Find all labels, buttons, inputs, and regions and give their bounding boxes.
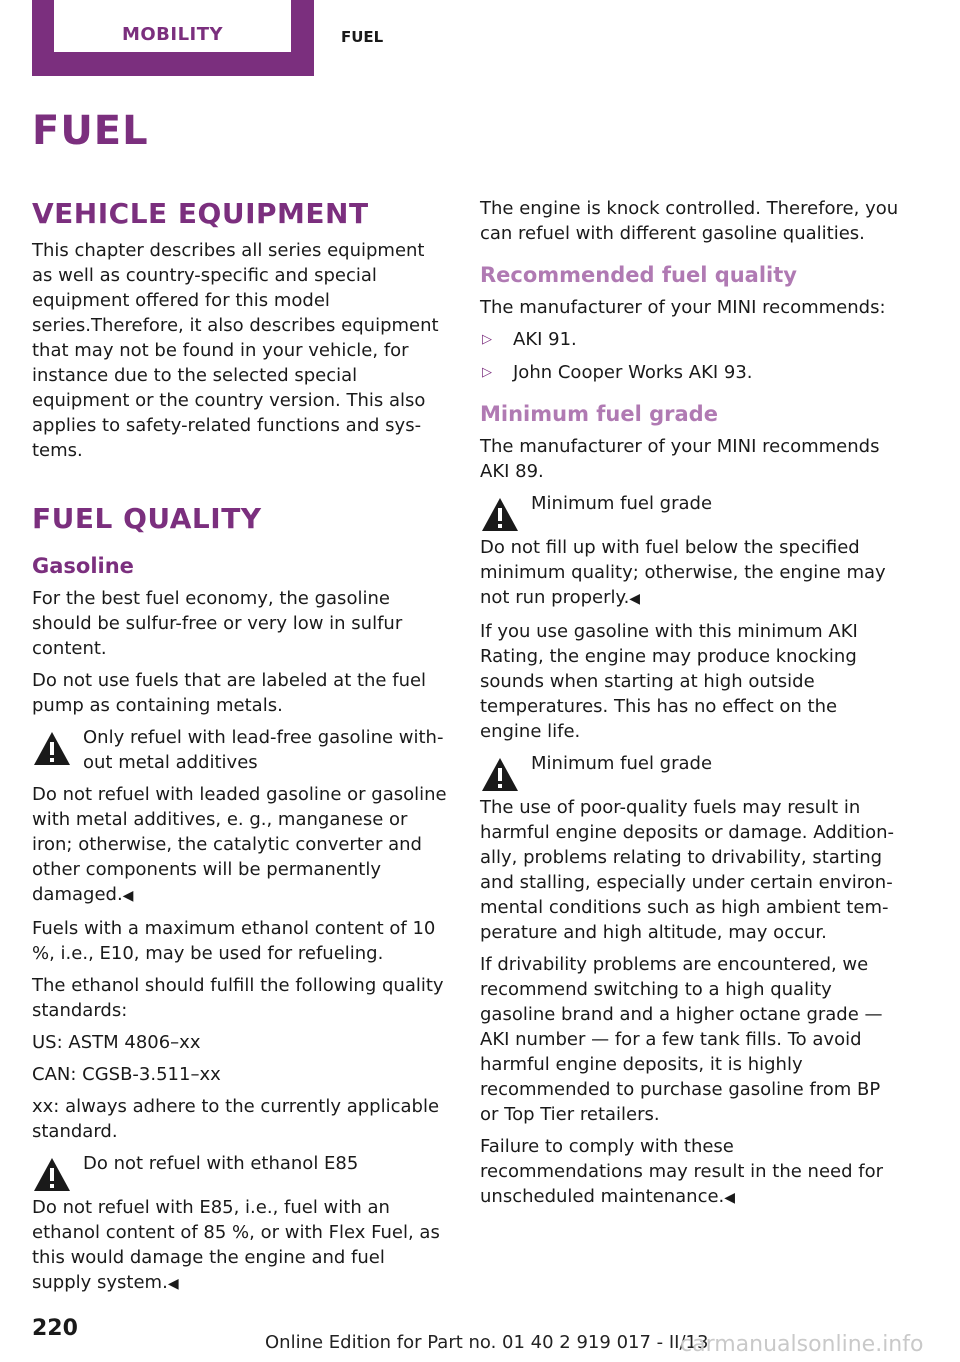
warning-triangle-icon (480, 495, 520, 535)
warning-title: Minimum fuel grade (531, 753, 713, 774)
list-item-text: John Cooper Works AKI 93. (513, 362, 753, 383)
header-tab-label: MOBILITY (121, 24, 224, 45)
paragraph-minimum-recommends: The manufacturer of your MINI recommends AKI 89. (480, 436, 880, 482)
warning-body: Do not refuel with leaded gasoline or gasoline with metal additives, e. g., manganese or iron; otherwise, the catalytic converter and other components will be permanently damaged. (32, 784, 447, 905)
paragraph-standards: The ethanol should fulfill the following quality standards: (32, 975, 444, 1021)
heading-gasoline: Gasoline (32, 554, 134, 578)
warning-triangle-icon (480, 755, 520, 795)
heading-recommended-fuel: Recommended fuel quality (480, 263, 797, 287)
heading-vehicle-equipment: VEHICLE EQUIPMENT (32, 197, 369, 230)
end-mark-icon: ◀ (629, 591, 641, 607)
end-mark-icon: ◀ (122, 888, 134, 904)
recommended-list (480, 327, 900, 385)
list-marker-icon: ▷ (482, 365, 492, 380)
page-title: FUEL (32, 108, 149, 154)
paragraph-failure (480, 1134, 900, 1211)
heading-minimum-fuel: Minimum fuel grade (480, 402, 718, 426)
warning-minimum-grade (480, 491, 900, 612)
paragraph-can-standard: CAN: CGSB-3.511–xx (32, 1064, 221, 1085)
page-number: 220 (32, 1316, 78, 1341)
warning-title: Do not refuel with ethanol E85 (83, 1153, 359, 1174)
list-item-text: AKI 91. (513, 329, 577, 350)
warning-body: Do not refuel with E85, i.e., fuel with an ethanol content of 85 %, or with Flex Fuel, as this would damage the engine and fuel supply system. (32, 1197, 440, 1293)
warning-lead-free (32, 725, 448, 909)
list-item (480, 327, 900, 352)
paragraph-vehicle-equipment: This chapter describes all series equipment as well as country-specific and special equipment offered for this model series.Therefore, it also describes equipment that may not be found in your vehicle, for instance due to the selected special equipment or the country version. This also applies to safety-related functions and systems. (32, 240, 439, 461)
warning-triangle-icon (32, 1155, 72, 1195)
paragraph-metals: Do not use fuels that are labeled at the fuel pump as containing metals. (32, 670, 427, 716)
paragraph-failure-text: Failure to comply with these recommendations may result in the need for unscheduled maintenance. (480, 1136, 884, 1207)
end-mark-icon: ◀ (167, 1276, 179, 1292)
header-tab-inner (54, 0, 291, 52)
right-column (480, 196, 900, 1218)
header-section-label: FUEL (341, 28, 384, 46)
warning-poor-quality (480, 751, 900, 945)
paragraph-drivability: If drivability problems are encountered, we recommend switching to a high quality gasoline brand and a higher octane grade — AKI number — for a few tank fills. To avoid harmful engine deposits, it is highly recommended to purchase gasoline from BP or Top Tier retailers. (480, 954, 883, 1125)
warning-e85 (32, 1151, 448, 1297)
warning-title: Minimum fuel grade (531, 493, 713, 514)
paragraph-minimum-aki: If you use gasoline with this minimum AKI Rating, the engine may produce knocking sounds when starting at high outside temperatures. This has no effect on the engine life. (480, 621, 858, 742)
paragraph-knock-control: The engine is knock controlled. Therefore, you can refuel with different gasoline qualities. (480, 198, 899, 244)
warning-body: Do not fill up with fuel below the specified minimum quality; otherwise, the engine may not run properly. (480, 537, 886, 608)
paragraph-recommends: The manufacturer of your MINI recommends: (480, 297, 886, 318)
warning-body: The use of poor-quality fuels may result in harmful engine deposits or damage. Additionally, problems relating to drivability, starting and stalling, especially under certain environmental conditions such as high ambient temperature and high altitude, may occur. (480, 797, 895, 943)
heading-fuel-quality: FUEL QUALITY (32, 502, 262, 535)
paragraph-ethanol: Fuels with a maximum ethanol content of 10 %, i.e., E10, may be used for refueling. (32, 918, 436, 964)
warning-title: Only refuel with lead-free gasoline without metal additives (83, 727, 444, 773)
paragraph-sulfur: For the best fuel economy, the gasoline should be sulfur-free or very low in sulfur content. (32, 588, 403, 659)
list-item (480, 360, 900, 385)
left-column (32, 196, 448, 1304)
paragraph-us-standard: US: ASTM 4806–xx (32, 1032, 201, 1053)
list-marker-icon: ▷ (482, 332, 492, 347)
end-mark-icon: ◀ (724, 1190, 736, 1206)
paragraph-xx-note: xx: always adhere to the currently applicable standard. (32, 1096, 440, 1142)
footer-edition: Online Edition for Part no. 01 40 2 919 017 - II/13 (265, 1332, 709, 1353)
watermark: carmanualsonline.info (680, 1332, 924, 1357)
header-tab (32, 0, 314, 76)
warning-triangle-icon (32, 729, 72, 769)
